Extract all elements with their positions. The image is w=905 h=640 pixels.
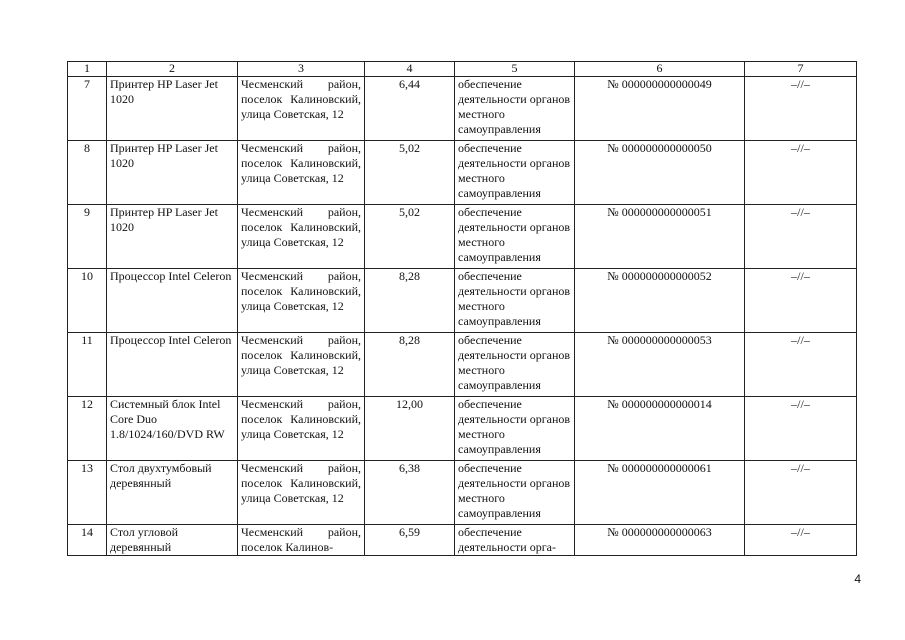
item-purpose: обеспечение деятельности органов местного самоуправления [455, 77, 575, 141]
table-row [68, 461, 857, 525]
column-header-7: 7 [745, 62, 857, 77]
item-purpose: обеспечение деятельности орга- [455, 525, 575, 556]
item-name: Принтер HP Laser Jet 1020 [107, 77, 238, 141]
row-number: 9 [68, 205, 107, 269]
row-number: 10 [68, 269, 107, 333]
item-note: –//– [745, 333, 857, 397]
item-note: –//– [745, 141, 857, 205]
item-address: Чесменский район, поселок Калиновский, улица Советская, 12 [238, 397, 365, 461]
item-address: Чесменский район, поселок Калиновский, улица Советская, 12 [238, 333, 365, 397]
item-inventory-number: № 000000000000052 [575, 269, 745, 333]
item-name: Процессор Intel Celeron [107, 269, 238, 333]
item-address: Чесменский район, поселок Калинов- [238, 525, 365, 556]
column-header-6: 6 [575, 62, 745, 77]
item-inventory-number: № 000000000000014 [575, 397, 745, 461]
item-address: Чесменский район, поселок Калиновский, улица Советская, 12 [238, 461, 365, 525]
table-row [68, 397, 857, 461]
table-row [68, 205, 857, 269]
item-name: Принтер HP Laser Jet 1020 [107, 205, 238, 269]
row-number: 13 [68, 461, 107, 525]
item-note: –//– [745, 525, 857, 556]
item-inventory-number: № 000000000000063 [575, 525, 745, 556]
item-purpose: обеспечение деятельности органов местного самоуправления [455, 397, 575, 461]
header-row [68, 62, 857, 77]
item-inventory-number: № 000000000000051 [575, 205, 745, 269]
row-number: 7 [68, 77, 107, 141]
item-purpose: обеспечение деятельности органов местного самоуправления [455, 461, 575, 525]
table-row [68, 269, 857, 333]
item-name: Процессор Intel Celeron [107, 333, 238, 397]
item-value: 8,28 [365, 269, 455, 333]
property-table [67, 61, 857, 556]
column-header-4: 4 [365, 62, 455, 77]
item-address: Чесменский район, поселок Калиновский, улица Советская, 12 [238, 141, 365, 205]
column-header-5: 5 [455, 62, 575, 77]
column-header-3: 3 [238, 62, 365, 77]
item-purpose: обеспечение деятельности органов местного самоуправления [455, 269, 575, 333]
item-value: 6,44 [365, 77, 455, 141]
item-inventory-number: № 000000000000049 [575, 77, 745, 141]
item-note: –//– [745, 461, 857, 525]
item-purpose: обеспечение деятельности органов местного самоуправления [455, 141, 575, 205]
item-inventory-number: № 000000000000053 [575, 333, 745, 397]
table-row [68, 77, 857, 141]
table-row [68, 333, 857, 397]
item-inventory-number: № 000000000000061 [575, 461, 745, 525]
column-header-1: 1 [68, 62, 107, 77]
item-value: 12,00 [365, 397, 455, 461]
item-address: Чесменский район, поселок Калиновский, улица Советская, 12 [238, 269, 365, 333]
item-purpose: обеспечение деятельности органов местного самоуправления [455, 205, 575, 269]
item-note: –//– [745, 205, 857, 269]
item-value: 6,38 [365, 461, 455, 525]
item-name: Стол угловой деревянный [107, 525, 238, 556]
item-address: Чесменский район, поселок Калиновский, улица Советская, 12 [238, 205, 365, 269]
row-number: 8 [68, 141, 107, 205]
item-name: Принтер HP Laser Jet 1020 [107, 141, 238, 205]
item-name: Системный блок Intel Core Duo 1.8/1024/160/DVD RW [107, 397, 238, 461]
item-address: Чесменский район, поселок Калиновский, улица Советская, 12 [238, 77, 365, 141]
page-number: 4 [854, 572, 861, 586]
table-row [68, 141, 857, 205]
item-value: 8,28 [365, 333, 455, 397]
item-value: 5,02 [365, 205, 455, 269]
item-name: Стол двухтумбовый деревянный [107, 461, 238, 525]
row-number: 11 [68, 333, 107, 397]
item-purpose: обеспечение деятельности органов местного самоуправления [455, 333, 575, 397]
item-value: 5,02 [365, 141, 455, 205]
item-note: –//– [745, 397, 857, 461]
row-number: 12 [68, 397, 107, 461]
item-value: 6,59 [365, 525, 455, 556]
item-note: –//– [745, 77, 857, 141]
table-row [68, 525, 857, 556]
column-header-2: 2 [107, 62, 238, 77]
item-note: –//– [745, 269, 857, 333]
item-inventory-number: № 000000000000050 [575, 141, 745, 205]
row-number: 14 [68, 525, 107, 556]
